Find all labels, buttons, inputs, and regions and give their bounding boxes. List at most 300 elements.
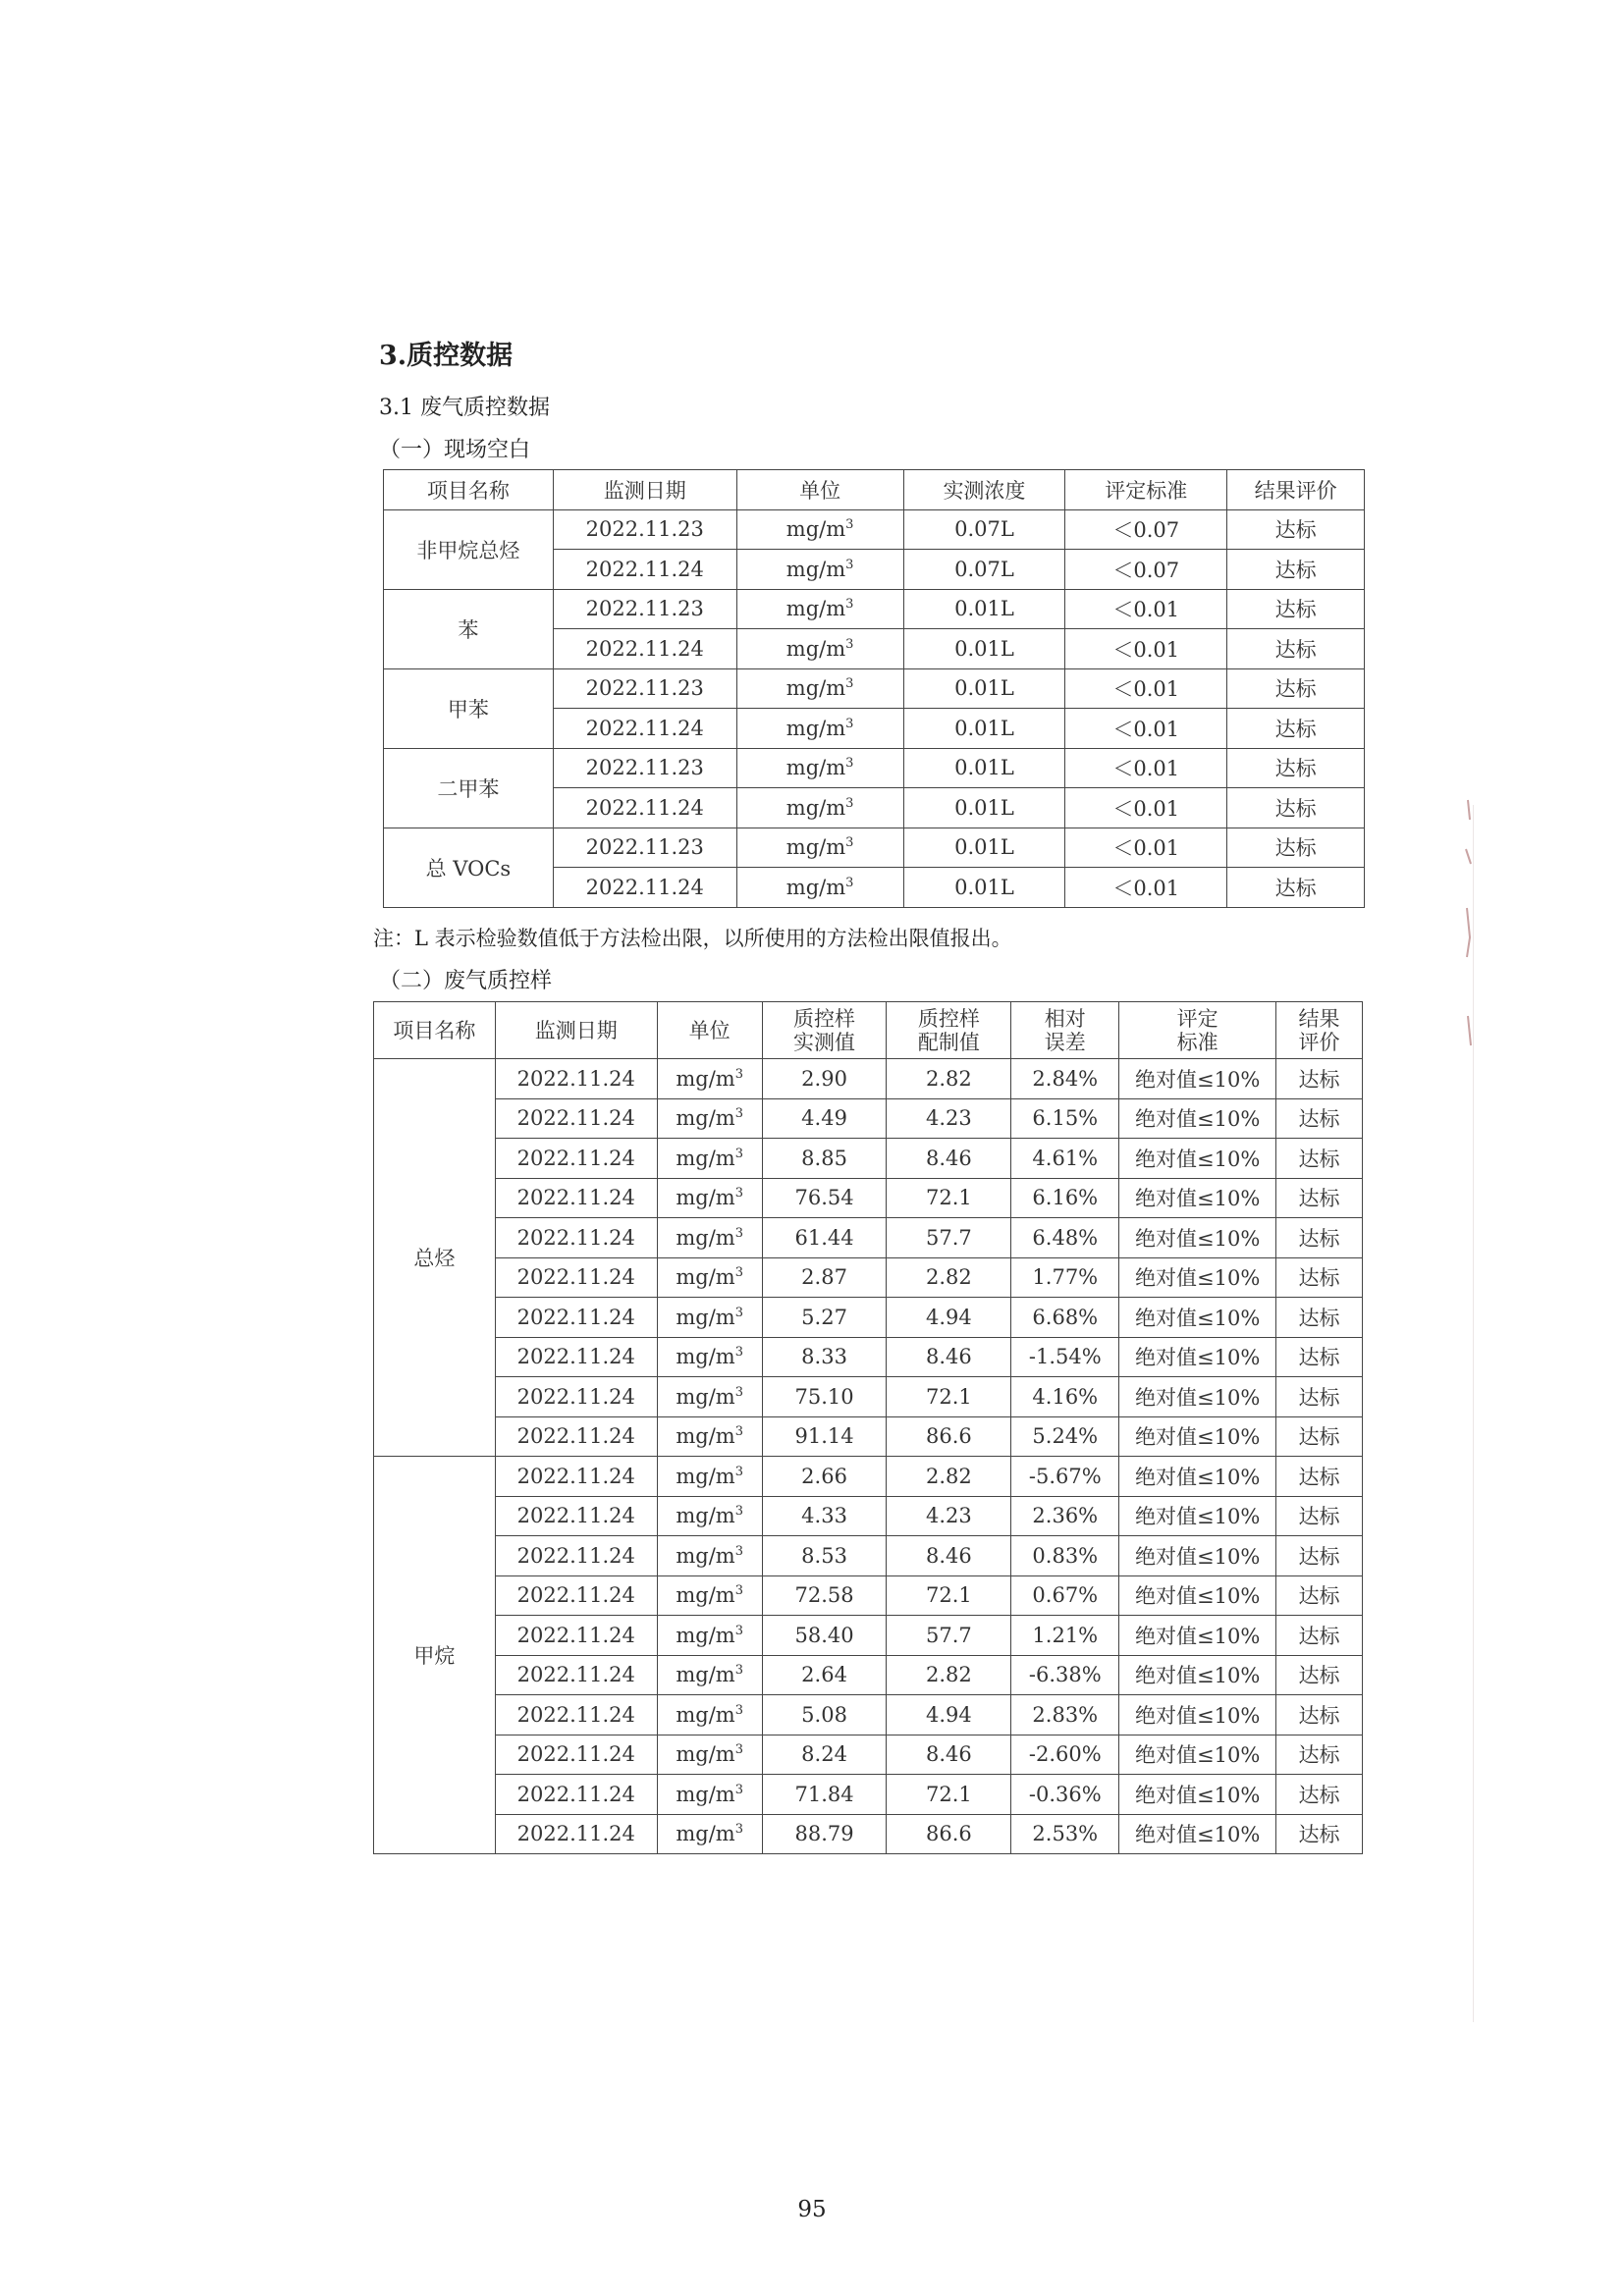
subsection-heading: 3.1 废气质控数据: [379, 396, 550, 420]
unit-text: mg/m: [676, 1106, 735, 1131]
unit-cell: [657, 1735, 762, 1775]
unit-superscript: 3: [845, 835, 854, 851]
standard-cell: 绝对值≤10%: [1119, 1616, 1276, 1656]
unit-cell: [657, 1814, 762, 1854]
result-cell: 达标: [1276, 1257, 1363, 1298]
unit-superscript: 3: [845, 597, 854, 613]
table-row: [374, 1298, 1363, 1338]
header-line: 评定: [1176, 1006, 1218, 1031]
prepared-value-cell: 72.1: [887, 1178, 1011, 1218]
result-cell: 达标: [1276, 1536, 1363, 1576]
unit-cell: [736, 589, 903, 629]
standard-cell: 绝对值≤10%: [1119, 1575, 1276, 1616]
unit-text: mg/m: [676, 1066, 735, 1091]
standard-cell: ＜0.01: [1065, 668, 1227, 709]
header-cell: 监测日期: [553, 470, 736, 510]
prepared-value-cell: 8.46: [887, 1337, 1011, 1377]
relative-error-cell: -0.36%: [1011, 1775, 1119, 1815]
table-row: [374, 1775, 1363, 1815]
prepared-value-cell: 72.1: [887, 1377, 1011, 1417]
table-row: [374, 1059, 1363, 1099]
unit-text: mg/m: [676, 1384, 735, 1409]
table-row: [374, 1735, 1363, 1775]
result-cell: 达标: [1276, 1457, 1363, 1497]
header-line: 质控样: [917, 1006, 980, 1031]
relative-error-cell: -5.67%: [1011, 1457, 1119, 1497]
unit-superscript: 3: [734, 1146, 743, 1161]
measured-value-cell: 2.64: [762, 1655, 887, 1695]
red-seal-fragment: [1461, 790, 1475, 1065]
table-row: [374, 1575, 1363, 1616]
prepared-value-cell: 4.94: [887, 1298, 1011, 1338]
date-cell: 2022.11.23: [553, 668, 736, 709]
unit-superscript: 3: [845, 875, 854, 890]
header-cell: [1276, 1002, 1363, 1059]
measured-value-cell: 0.01L: [903, 589, 1065, 629]
qc-table-title: （二）废气质控样: [379, 969, 553, 993]
date-cell: 2022.11.24: [495, 1655, 657, 1695]
unit-superscript: 3: [845, 517, 854, 533]
date-cell: 2022.11.24: [553, 868, 736, 908]
item-name-cell: 苯: [384, 589, 554, 668]
header-line: 项目名称: [393, 1018, 476, 1042]
table-row: [374, 1218, 1363, 1258]
result-cell: 达标: [1276, 1178, 1363, 1218]
unit-text: mg/m: [676, 1702, 735, 1727]
unit-text: mg/m: [676, 1424, 735, 1449]
standard-cell: ＜0.01: [1065, 629, 1227, 669]
unit-superscript: 3: [734, 1345, 743, 1361]
table-row: [374, 1337, 1363, 1377]
unit-cell: [657, 1616, 762, 1656]
table-row: [374, 1496, 1363, 1536]
unit-superscript: 3: [734, 1066, 743, 1082]
header-cell: 评定标准: [1065, 470, 1227, 510]
unit-text: mg/m: [785, 835, 846, 860]
standard-cell: 绝对值≤10%: [1119, 1536, 1276, 1576]
date-cell: 2022.11.24: [495, 1178, 657, 1218]
measured-value-cell: 5.08: [762, 1695, 887, 1735]
table-row: [374, 1655, 1363, 1695]
unit-text: mg/m: [676, 1663, 735, 1687]
header-line: 实测值: [793, 1030, 856, 1054]
unit-superscript: 3: [734, 1663, 743, 1679]
measured-value-cell: 0.01L: [903, 668, 1065, 709]
result-cell: 达标: [1276, 1735, 1363, 1775]
result-cell: 达标: [1227, 629, 1365, 669]
measured-value-cell: 8.85: [762, 1139, 887, 1179]
measured-value-cell: 71.84: [762, 1775, 887, 1815]
measured-value-cell: 2.66: [762, 1457, 887, 1497]
prepared-value-cell: 4.23: [887, 1496, 1011, 1536]
table-row: [374, 1814, 1363, 1854]
header-cell: [657, 1002, 762, 1059]
date-cell: 2022.11.24: [495, 1575, 657, 1616]
relative-error-cell: 6.16%: [1011, 1178, 1119, 1218]
unit-cell: [657, 1377, 762, 1417]
relative-error-cell: 6.15%: [1011, 1098, 1119, 1139]
relative-error-cell: 5.24%: [1011, 1416, 1119, 1457]
result-cell: 达标: [1227, 709, 1365, 749]
result-cell: 达标: [1276, 1655, 1363, 1695]
prepared-value-cell: 57.7: [887, 1218, 1011, 1258]
unit-superscript: 3: [734, 1464, 743, 1479]
unit-text: mg/m: [785, 756, 846, 780]
measured-value-cell: 0.01L: [903, 748, 1065, 788]
table-row: [374, 1377, 1363, 1417]
date-cell: 2022.11.24: [495, 1218, 657, 1258]
unit-text: mg/m: [676, 1504, 735, 1528]
unit-cell: [736, 748, 903, 788]
date-cell: 2022.11.24: [553, 788, 736, 828]
unit-text: mg/m: [676, 1146, 735, 1170]
unit-superscript: 3: [845, 636, 854, 652]
relative-error-cell: -1.54%: [1011, 1337, 1119, 1377]
table-row: [374, 1098, 1363, 1139]
result-cell: 达标: [1227, 788, 1365, 828]
table-row: [374, 1139, 1363, 1179]
unit-cell: [657, 1059, 762, 1099]
prepared-value-cell: 4.23: [887, 1098, 1011, 1139]
header-line: 评价: [1298, 1030, 1340, 1054]
unit-superscript: 3: [734, 1106, 743, 1122]
relative-error-cell: 0.83%: [1011, 1536, 1119, 1576]
header-line: 质控样: [793, 1006, 856, 1031]
unit-cell: [657, 1457, 762, 1497]
standard-cell: 绝对值≤10%: [1119, 1496, 1276, 1536]
relative-error-cell: 0.67%: [1011, 1575, 1119, 1616]
unit-text: mg/m: [785, 795, 846, 820]
measured-value-cell: 8.33: [762, 1337, 887, 1377]
result-cell: 达标: [1276, 1337, 1363, 1377]
measured-value-cell: 8.53: [762, 1536, 887, 1576]
standard-cell: ＜0.01: [1065, 748, 1227, 788]
standard-cell: 绝对值≤10%: [1119, 1775, 1276, 1815]
item-name-cell: 甲苯: [384, 668, 554, 748]
unit-cell: [736, 868, 903, 908]
date-cell: 2022.11.23: [553, 589, 736, 629]
relative-error-cell: 1.77%: [1011, 1257, 1119, 1298]
unit-superscript: 3: [845, 795, 854, 811]
standard-cell: 绝对值≤10%: [1119, 1059, 1276, 1099]
relative-error-cell: 4.16%: [1011, 1377, 1119, 1417]
standard-cell: 绝对值≤10%: [1119, 1457, 1276, 1497]
unit-cell: [736, 629, 903, 669]
standard-cell: ＜0.01: [1065, 828, 1227, 868]
unit-cell: [736, 509, 903, 550]
table-header-row: [374, 1002, 1363, 1059]
measured-value-cell: 0.07L: [903, 509, 1065, 550]
standard-cell: 绝对值≤10%: [1119, 1257, 1276, 1298]
measured-value-cell: 0.07L: [903, 550, 1065, 590]
relative-error-cell: 2.53%: [1011, 1814, 1119, 1854]
unit-text: mg/m: [676, 1742, 735, 1767]
unit-superscript: 3: [845, 557, 854, 572]
field-blank-table: [383, 469, 1365, 908]
unit-text: mg/m: [676, 1782, 735, 1806]
item-name-cell: 总烃: [374, 1059, 496, 1457]
date-cell: 2022.11.24: [553, 550, 736, 590]
header-cell: 结果评价: [1227, 470, 1365, 510]
unit-cell: [657, 1496, 762, 1536]
standard-cell: ＜0.01: [1065, 709, 1227, 749]
date-cell: 2022.11.23: [553, 828, 736, 868]
unit-cell: [657, 1218, 762, 1258]
date-cell: 2022.11.24: [495, 1059, 657, 1099]
result-cell: 达标: [1276, 1059, 1363, 1099]
measured-value-cell: 91.14: [762, 1416, 887, 1457]
table-row: [384, 509, 1365, 550]
measured-value-cell: 0.01L: [903, 788, 1065, 828]
date-cell: 2022.11.24: [495, 1814, 657, 1854]
unit-text: mg/m: [676, 1225, 735, 1250]
date-cell: 2022.11.24: [495, 1735, 657, 1775]
unit-superscript: 3: [734, 1504, 743, 1520]
standard-cell: 绝对值≤10%: [1119, 1655, 1276, 1695]
unit-text: mg/m: [785, 597, 846, 621]
result-cell: 达标: [1227, 589, 1365, 629]
measured-value-cell: 0.01L: [903, 868, 1065, 908]
date-cell: 2022.11.24: [495, 1457, 657, 1497]
date-cell: 2022.11.24: [495, 1536, 657, 1576]
result-cell: 达标: [1276, 1496, 1363, 1536]
unit-text: mg/m: [785, 716, 846, 740]
relative-error-cell: 6.48%: [1011, 1218, 1119, 1258]
prepared-value-cell: 4.94: [887, 1695, 1011, 1735]
table-row: [374, 1257, 1363, 1298]
measured-value-cell: 0.01L: [903, 709, 1065, 749]
standard-cell: ＜0.01: [1065, 868, 1227, 908]
date-cell: 2022.11.24: [495, 1496, 657, 1536]
measured-value-cell: 76.54: [762, 1178, 887, 1218]
measured-value-cell: 0.01L: [903, 629, 1065, 669]
result-cell: 达标: [1227, 550, 1365, 590]
section-heading: 3.质控数据: [379, 341, 514, 371]
header-cell: 项目名称: [384, 470, 554, 510]
result-cell: 达标: [1276, 1775, 1363, 1815]
prepared-value-cell: 2.82: [887, 1257, 1011, 1298]
measured-value-cell: 4.49: [762, 1098, 887, 1139]
standard-cell: 绝对值≤10%: [1119, 1337, 1276, 1377]
unit-superscript: 3: [845, 756, 854, 772]
result-cell: 达标: [1227, 668, 1365, 709]
result-cell: 达标: [1276, 1416, 1363, 1457]
table-row: [384, 828, 1365, 868]
header-line: 相对: [1044, 1006, 1086, 1031]
date-cell: 2022.11.24: [495, 1377, 657, 1417]
header-cell: [374, 1002, 496, 1059]
table-row: [374, 1536, 1363, 1576]
prepared-value-cell: 8.46: [887, 1139, 1011, 1179]
unit-cell: [657, 1655, 762, 1695]
unit-cell: [657, 1098, 762, 1139]
measured-value-cell: 0.01L: [903, 828, 1065, 868]
unit-cell: [736, 709, 903, 749]
date-cell: 2022.11.24: [495, 1695, 657, 1735]
relative-error-cell: -2.60%: [1011, 1735, 1119, 1775]
date-cell: 2022.11.24: [495, 1139, 657, 1179]
unit-superscript: 3: [734, 1742, 743, 1758]
measured-value-cell: 75.10: [762, 1377, 887, 1417]
result-cell: 达标: [1227, 828, 1365, 868]
unit-superscript: 3: [734, 1225, 743, 1241]
result-cell: 达标: [1276, 1218, 1363, 1258]
header-cell: [1011, 1002, 1119, 1059]
result-cell: 达标: [1276, 1139, 1363, 1179]
prepared-value-cell: 8.46: [887, 1536, 1011, 1576]
date-cell: 2022.11.24: [495, 1616, 657, 1656]
unit-cell: [657, 1575, 762, 1616]
date-cell: 2022.11.23: [553, 509, 736, 550]
date-cell: 2022.11.24: [495, 1775, 657, 1815]
unit-cell: [736, 828, 903, 868]
unit-superscript: 3: [734, 1424, 743, 1440]
unit-text: mg/m: [676, 1305, 735, 1329]
unit-text: mg/m: [785, 875, 846, 899]
unit-text: mg/m: [676, 1345, 735, 1369]
unit-cell: [736, 550, 903, 590]
date-cell: 2022.11.24: [495, 1298, 657, 1338]
header-line: 误差: [1044, 1030, 1086, 1054]
result-cell: 达标: [1276, 1575, 1363, 1616]
standard-cell: 绝对值≤10%: [1119, 1139, 1276, 1179]
prepared-value-cell: 72.1: [887, 1575, 1011, 1616]
header-cell: [887, 1002, 1011, 1059]
date-cell: 2022.11.24: [495, 1416, 657, 1457]
relative-error-cell: 6.68%: [1011, 1298, 1119, 1338]
unit-text: mg/m: [785, 676, 846, 701]
result-cell: 达标: [1276, 1098, 1363, 1139]
relative-error-cell: 1.21%: [1011, 1616, 1119, 1656]
header-cell: [1119, 1002, 1276, 1059]
unit-superscript: 3: [734, 1623, 743, 1638]
measured-value-cell: 58.40: [762, 1616, 887, 1656]
unit-cell: [657, 1298, 762, 1338]
unit-cell: [657, 1257, 762, 1298]
unit-cell: [736, 668, 903, 709]
unit-text: mg/m: [676, 1543, 735, 1568]
unit-cell: [657, 1337, 762, 1377]
header-line: 结果: [1298, 1006, 1340, 1031]
unit-text: mg/m: [785, 517, 846, 542]
item-name-cell: 非甲烷总烃: [384, 509, 554, 589]
unit-superscript: 3: [734, 1543, 743, 1559]
relative-error-cell: 2.84%: [1011, 1059, 1119, 1099]
measured-value-cell: 88.79: [762, 1814, 887, 1854]
date-cell: 2022.11.24: [495, 1257, 657, 1298]
header-line: 标准: [1176, 1030, 1218, 1054]
unit-superscript: 3: [734, 1305, 743, 1320]
standard-cell: 绝对值≤10%: [1119, 1735, 1276, 1775]
table-row: [384, 748, 1365, 788]
standard-cell: ＜0.01: [1065, 589, 1227, 629]
standard-cell: 绝对值≤10%: [1119, 1178, 1276, 1218]
result-cell: 达标: [1276, 1298, 1363, 1338]
header-line: 单位: [688, 1018, 731, 1042]
prepared-value-cell: 2.82: [887, 1059, 1011, 1099]
date-cell: 2022.11.24: [553, 709, 736, 749]
unit-superscript: 3: [734, 1384, 743, 1400]
unit-cell: [736, 788, 903, 828]
unit-text: mg/m: [676, 1265, 735, 1290]
date-cell: 2022.11.23: [553, 748, 736, 788]
standard-cell: 绝对值≤10%: [1119, 1377, 1276, 1417]
relative-error-cell: -6.38%: [1011, 1655, 1119, 1695]
prepared-value-cell: 2.82: [887, 1655, 1011, 1695]
unit-text: mg/m: [676, 1583, 735, 1608]
unit-cell: [657, 1139, 762, 1179]
unit-cell: [657, 1536, 762, 1576]
standard-cell: 绝对值≤10%: [1119, 1218, 1276, 1258]
unit-superscript: 3: [734, 1583, 743, 1599]
unit-cell: [657, 1178, 762, 1218]
relative-error-cell: 2.36%: [1011, 1496, 1119, 1536]
result-cell: 达标: [1276, 1616, 1363, 1656]
prepared-value-cell: 2.82: [887, 1457, 1011, 1497]
unit-superscript: 3: [734, 1782, 743, 1797]
unit-superscript: 3: [734, 1186, 743, 1201]
date-cell: 2022.11.24: [495, 1098, 657, 1139]
standard-cell: 绝对值≤10%: [1119, 1416, 1276, 1457]
unit-cell: [657, 1775, 762, 1815]
unit-superscript: 3: [845, 676, 854, 692]
item-name-cell: 甲烷: [374, 1457, 496, 1854]
table-row: [374, 1416, 1363, 1457]
table-row: [374, 1178, 1363, 1218]
header-cell: [495, 1002, 657, 1059]
measured-value-cell: 2.87: [762, 1257, 887, 1298]
result-cell: 达标: [1227, 748, 1365, 788]
standard-cell: 绝对值≤10%: [1119, 1814, 1276, 1854]
measured-value-cell: 2.90: [762, 1059, 887, 1099]
table-header-row: [384, 470, 1365, 510]
measured-value-cell: 4.33: [762, 1496, 887, 1536]
date-cell: 2022.11.24: [553, 629, 736, 669]
standard-cell: ＜0.07: [1065, 550, 1227, 590]
relative-error-cell: 2.83%: [1011, 1695, 1119, 1735]
header-cell: 单位: [736, 470, 903, 510]
unit-superscript: 3: [845, 716, 854, 731]
unit-text: mg/m: [676, 1822, 735, 1846]
result-cell: 达标: [1276, 1377, 1363, 1417]
date-cell: 2022.11.24: [495, 1337, 657, 1377]
header-line: 配制值: [917, 1030, 980, 1054]
table-row: [374, 1616, 1363, 1656]
header-line: 监测日期: [534, 1018, 618, 1042]
unit-superscript: 3: [734, 1702, 743, 1718]
prepared-value-cell: 8.46: [887, 1735, 1011, 1775]
standard-cell: ＜0.01: [1065, 788, 1227, 828]
item-name-cell: 总 VOCs: [384, 828, 554, 907]
result-cell: 达标: [1227, 868, 1365, 908]
result-cell: 达标: [1276, 1814, 1363, 1854]
result-cell: 达标: [1276, 1695, 1363, 1735]
unit-text: mg/m: [676, 1186, 735, 1210]
standard-cell: 绝对值≤10%: [1119, 1098, 1276, 1139]
measured-value-cell: 8.24: [762, 1735, 887, 1775]
unit-superscript: 3: [734, 1822, 743, 1838]
standard-cell: ＜0.07: [1065, 509, 1227, 550]
unit-superscript: 3: [734, 1265, 743, 1281]
table-row: [384, 668, 1365, 709]
prepared-value-cell: 57.7: [887, 1616, 1011, 1656]
unit-text: mg/m: [676, 1464, 735, 1488]
table-row: [374, 1695, 1363, 1735]
standard-cell: 绝对值≤10%: [1119, 1298, 1276, 1338]
standard-cell: 绝对值≤10%: [1119, 1695, 1276, 1735]
unit-text: mg/m: [785, 636, 846, 661]
table-row: [384, 589, 1365, 629]
